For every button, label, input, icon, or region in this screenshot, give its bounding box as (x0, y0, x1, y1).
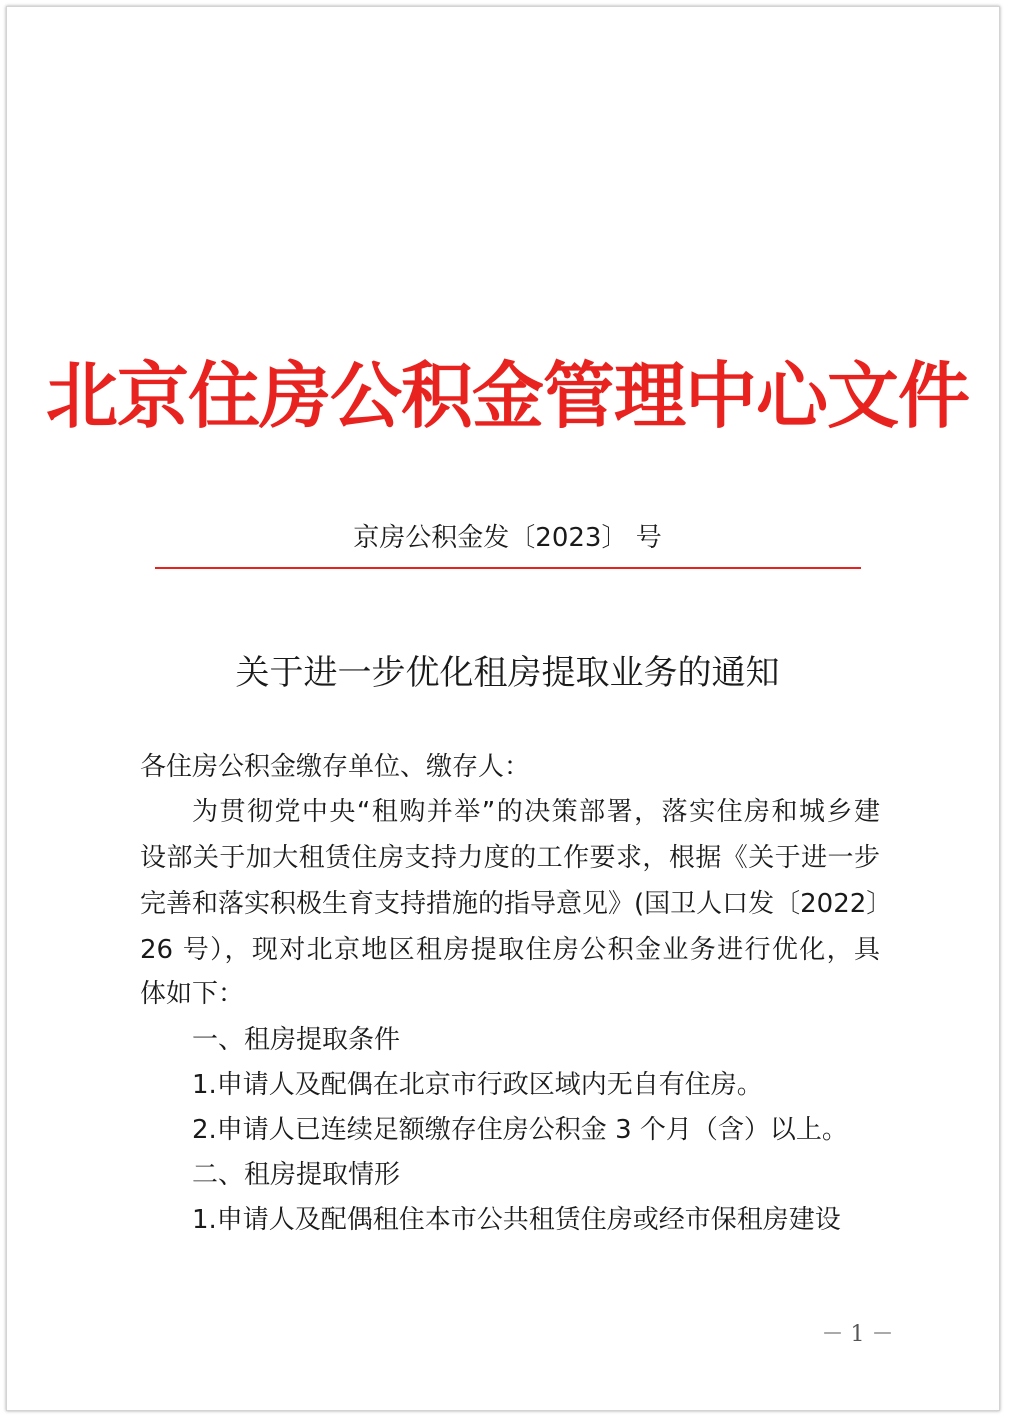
section-1-item-1: 1.申请人及配偶在北京市行政区域内无自有住房。 (192, 1070, 763, 1100)
section-1-item-2: 2.申请人已连续足额缴存住房公积金 3 个月（含）以上。 (192, 1115, 848, 1145)
section-2-item-1: 1.申请人及配偶租住本市公共租赁住房或经市保租房建设 (192, 1205, 841, 1235)
paragraph-1-line-2: 设部关于加大租赁住房支持力度的工作要求，根据《关于进一步 (140, 843, 880, 873)
notice-title: 关于进一步优化租房提取业务的通知 (235, 653, 780, 693)
paragraph-1-line-4: 26 号），现对北京地区租房提取住房公积金业务进行优化，具 (140, 935, 880, 965)
paragraph-1-line-1: 为贯彻党中央“租购并举”的决策部署，落实住房和城乡建 (192, 797, 880, 827)
paragraph-1-line-5: 体如下： (140, 979, 245, 1009)
page-number: － 1 － (821, 1322, 894, 1347)
paragraph-1-line-3: 完善和落实积极生育支持措施的指导意见》(国卫人口发〔2022〕 (140, 889, 893, 919)
salutation: 各住房公积金缴存单位、缴存人： (140, 752, 531, 782)
section-2-heading: 二、租房提取情形 (192, 1160, 401, 1190)
document-number: 京房公积金发〔2023〕 号 (353, 523, 662, 553)
masthead-title: 北京住房公积金管理中心文件 (45, 354, 969, 438)
red-divider-line (155, 567, 861, 569)
section-1-heading: 一、租房提取条件 (192, 1025, 401, 1055)
